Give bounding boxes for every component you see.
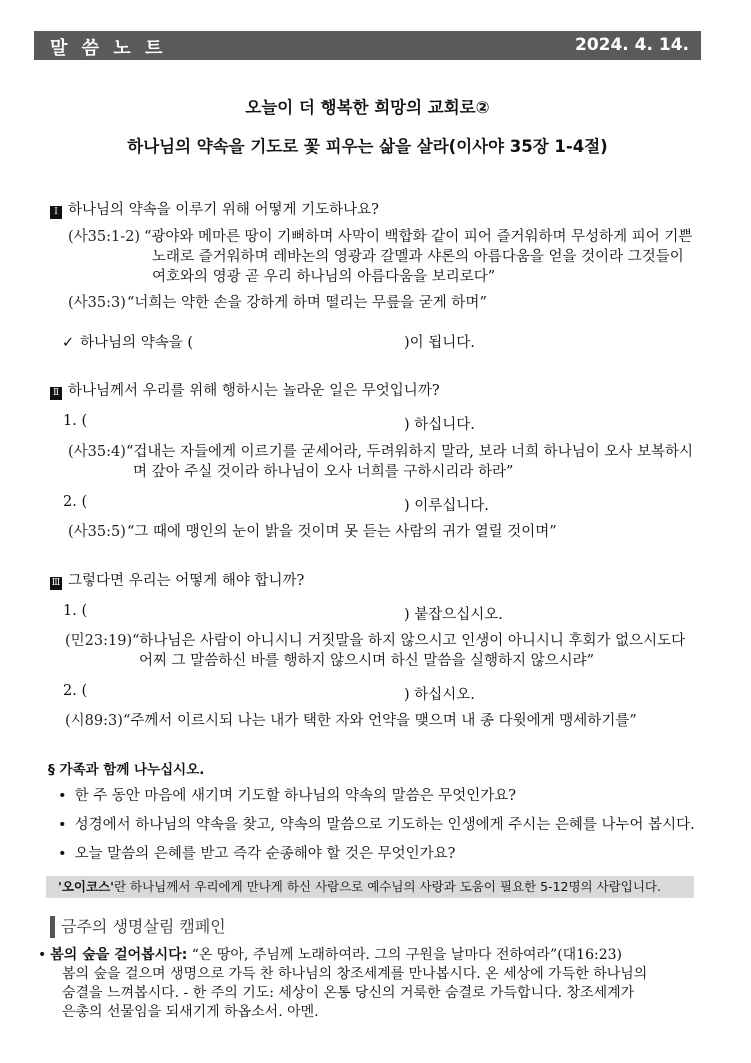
- share-item-text: 오늘 말씀의 은혜를 받고 즉각 순종해야 할 것은 무엇인가요?: [74, 846, 456, 862]
- share-item: [58, 842, 455, 863]
- section-1-quote-1-line-2: 노래로 즐거워하며 레바논의 영광과 갈멜과 샤론의 아름다움을 얻을 것이라 그것들이: [152, 249, 684, 265]
- bullet-icon: •: [58, 788, 67, 804]
- section-3-quote-1-line-2: 어찌 그 말씀하신 바를 행하지 않으시며 하신 말씀을 실행하지 않으시랴”: [139, 653, 595, 669]
- section-3-item-2-prefix: 2. (: [63, 683, 88, 699]
- share-title: § 가족과 함께 나누십시오.: [48, 762, 205, 778]
- section-2-ref-2: (사35:5): [68, 524, 126, 540]
- section-1-heading: [50, 198, 379, 219]
- share-item-text: 한 주 동안 마음에 새기며 기도할 하나님의 약속의 말씀은 무엇인가요?: [74, 788, 517, 804]
- section-3-item-1-suffix: ) 붙잡으십시오.: [404, 607, 503, 623]
- section-2-item-1-suffix: ) 하십니다.: [404, 417, 475, 433]
- section-1-check: [62, 331, 193, 352]
- section-3-heading-text: 그렇다면 우리는 어떻게 해야 합니까?: [68, 573, 305, 589]
- campaign-line-4: 은총의 선물임을 되새기게 하옵소서. 아멘.: [62, 1004, 319, 1020]
- oikos-definition: 란 하나님께서 우리에게 만나게 하신 사람으로 예수님의 사랑과 도움이 필요한 5-12명의 사람입니다.: [113, 879, 661, 894]
- section-1-ref-2: (사35:3): [68, 295, 126, 311]
- header-label: 말 씀 노 트: [50, 38, 167, 59]
- header-bar: [34, 31, 701, 60]
- section-2-quote-1-line-2: 며 갚아 주실 것이라 하나님이 오사 너희를 구하시리라 하라”: [133, 464, 514, 480]
- section-1-quote-1-line-3: 여호와의 영광 곧 우리 하나님의 아름다움을 보리로다”: [152, 269, 496, 285]
- section-2-heading-text: 하나님께서 우리를 위해 행하시는 놀라운 일은 무엇입니까?: [68, 383, 440, 399]
- section-3-item-2-suffix: ) 하십시오.: [404, 687, 475, 703]
- bullet-icon: •: [58, 817, 67, 833]
- section-2-heading: [50, 379, 440, 400]
- section-3-ref-2: (시89:3): [65, 713, 123, 729]
- title-line-2: 하나님의 약속을 기도로 꽃 피우는 삶을 살라(이사야 35장 1-4절): [127, 137, 608, 156]
- section-2-quote-2: “그 때에 맹인의 눈이 밝을 것이며 못 듣는 사람의 귀가 열릴 것이며”: [127, 524, 557, 540]
- section-1-check-prefix: 하나님의 약속을 (: [80, 335, 194, 351]
- section-3-heading: [50, 569, 304, 590]
- section-2-ref-1: (사35:4): [68, 444, 126, 460]
- section-3-item-1-prefix: 1. (: [63, 603, 88, 619]
- campaign-line-3: 숨결을 느껴봅시다. - 한 주의 기도: 세상이 온통 당신의 거룩한 숨결로 가득합니다. 창조세계가: [62, 985, 635, 1001]
- bullet-icon: •: [38, 947, 47, 963]
- campaign-bold: 봄의 숲을 걸어봅시다:: [50, 947, 188, 963]
- section-3-ref-1: (민23:19): [65, 633, 133, 649]
- section-1-ref-1: (사35:1-2): [68, 229, 141, 245]
- section-1-check-suffix: )이 됩니다.: [404, 335, 475, 351]
- section-3-quote-2: “주께서 이르시되 나는 내가 택한 자와 언약을 맺으며 내 종 다윗에게 맹세하기를”: [123, 713, 637, 729]
- section-3-mark: Ⅲ: [51, 578, 61, 588]
- checkmark-icon: ✓: [62, 335, 75, 351]
- campaign-heading: 금주의 생명살림 캠페인: [50, 916, 226, 938]
- section-2-quote-1-line-1: “겁내는 자들에게 이르기를 굳세어라, 두려워하지 말라, 보라 너희 하나님이 오사 보복하시: [126, 444, 693, 460]
- section-1-quote-2: “너희는 약한 손을 강하게 하며 떨리는 무릎을 굳게 하며”: [127, 295, 487, 311]
- section-1-quote-1-line-1: “광야와 메마른 땅이 기뻐하며 사막이 백합화 같이 피어 즐거워하며 무성하게 피어 기쁜: [144, 229, 693, 245]
- sermon-title: [34, 94, 701, 157]
- share-item: [58, 784, 516, 805]
- header-date: 2024. 4. 14.: [574, 35, 689, 55]
- section-2-item-2-suffix: ) 이루십니다.: [404, 498, 489, 514]
- title-line-1: 오늘이 더 행복한 희망의 교회로②: [245, 98, 490, 117]
- campaign-line-2: 봄의 숲을 걸으며 생명으로 가득 찬 하나님의 창조세계를 만나봅시다. 온 세상에 가득한 하나님의: [62, 966, 648, 982]
- section-1-heading-text: 하나님의 약속을 이루기 위해 어떻게 기도하나요?: [68, 202, 379, 218]
- oikos-term: '오이코스': [58, 879, 114, 894]
- section-1-mark: Ⅰ: [50, 206, 62, 219]
- section-3-quote-1-line-1: “하나님은 사람이 아니시니 거짓말을 하지 않으시고 인생이 아니시니 후회가 없으시도다: [132, 633, 686, 649]
- share-item: [58, 813, 695, 834]
- section-2-item-1-prefix: 1. (: [63, 413, 88, 429]
- section-2-item-2-prefix: 2. (: [63, 494, 88, 510]
- campaign-verse: “온 땅아, 주님께 노래하여라. 그의 구원을 날마다 전하여라”(대16:23): [187, 947, 622, 963]
- campaign-line-1: [38, 946, 696, 965]
- oikos-note: [46, 876, 694, 898]
- bullet-icon: •: [58, 846, 67, 862]
- share-item-text: 성경에서 하나님의 약속을 찾고, 약속의 말씀으로 기도하는 인생에게 주시는 은혜를 나누어 봅시다.: [74, 817, 695, 833]
- section-2-mark: Ⅱ: [50, 387, 62, 400]
- campaign-body: [38, 946, 696, 1022]
